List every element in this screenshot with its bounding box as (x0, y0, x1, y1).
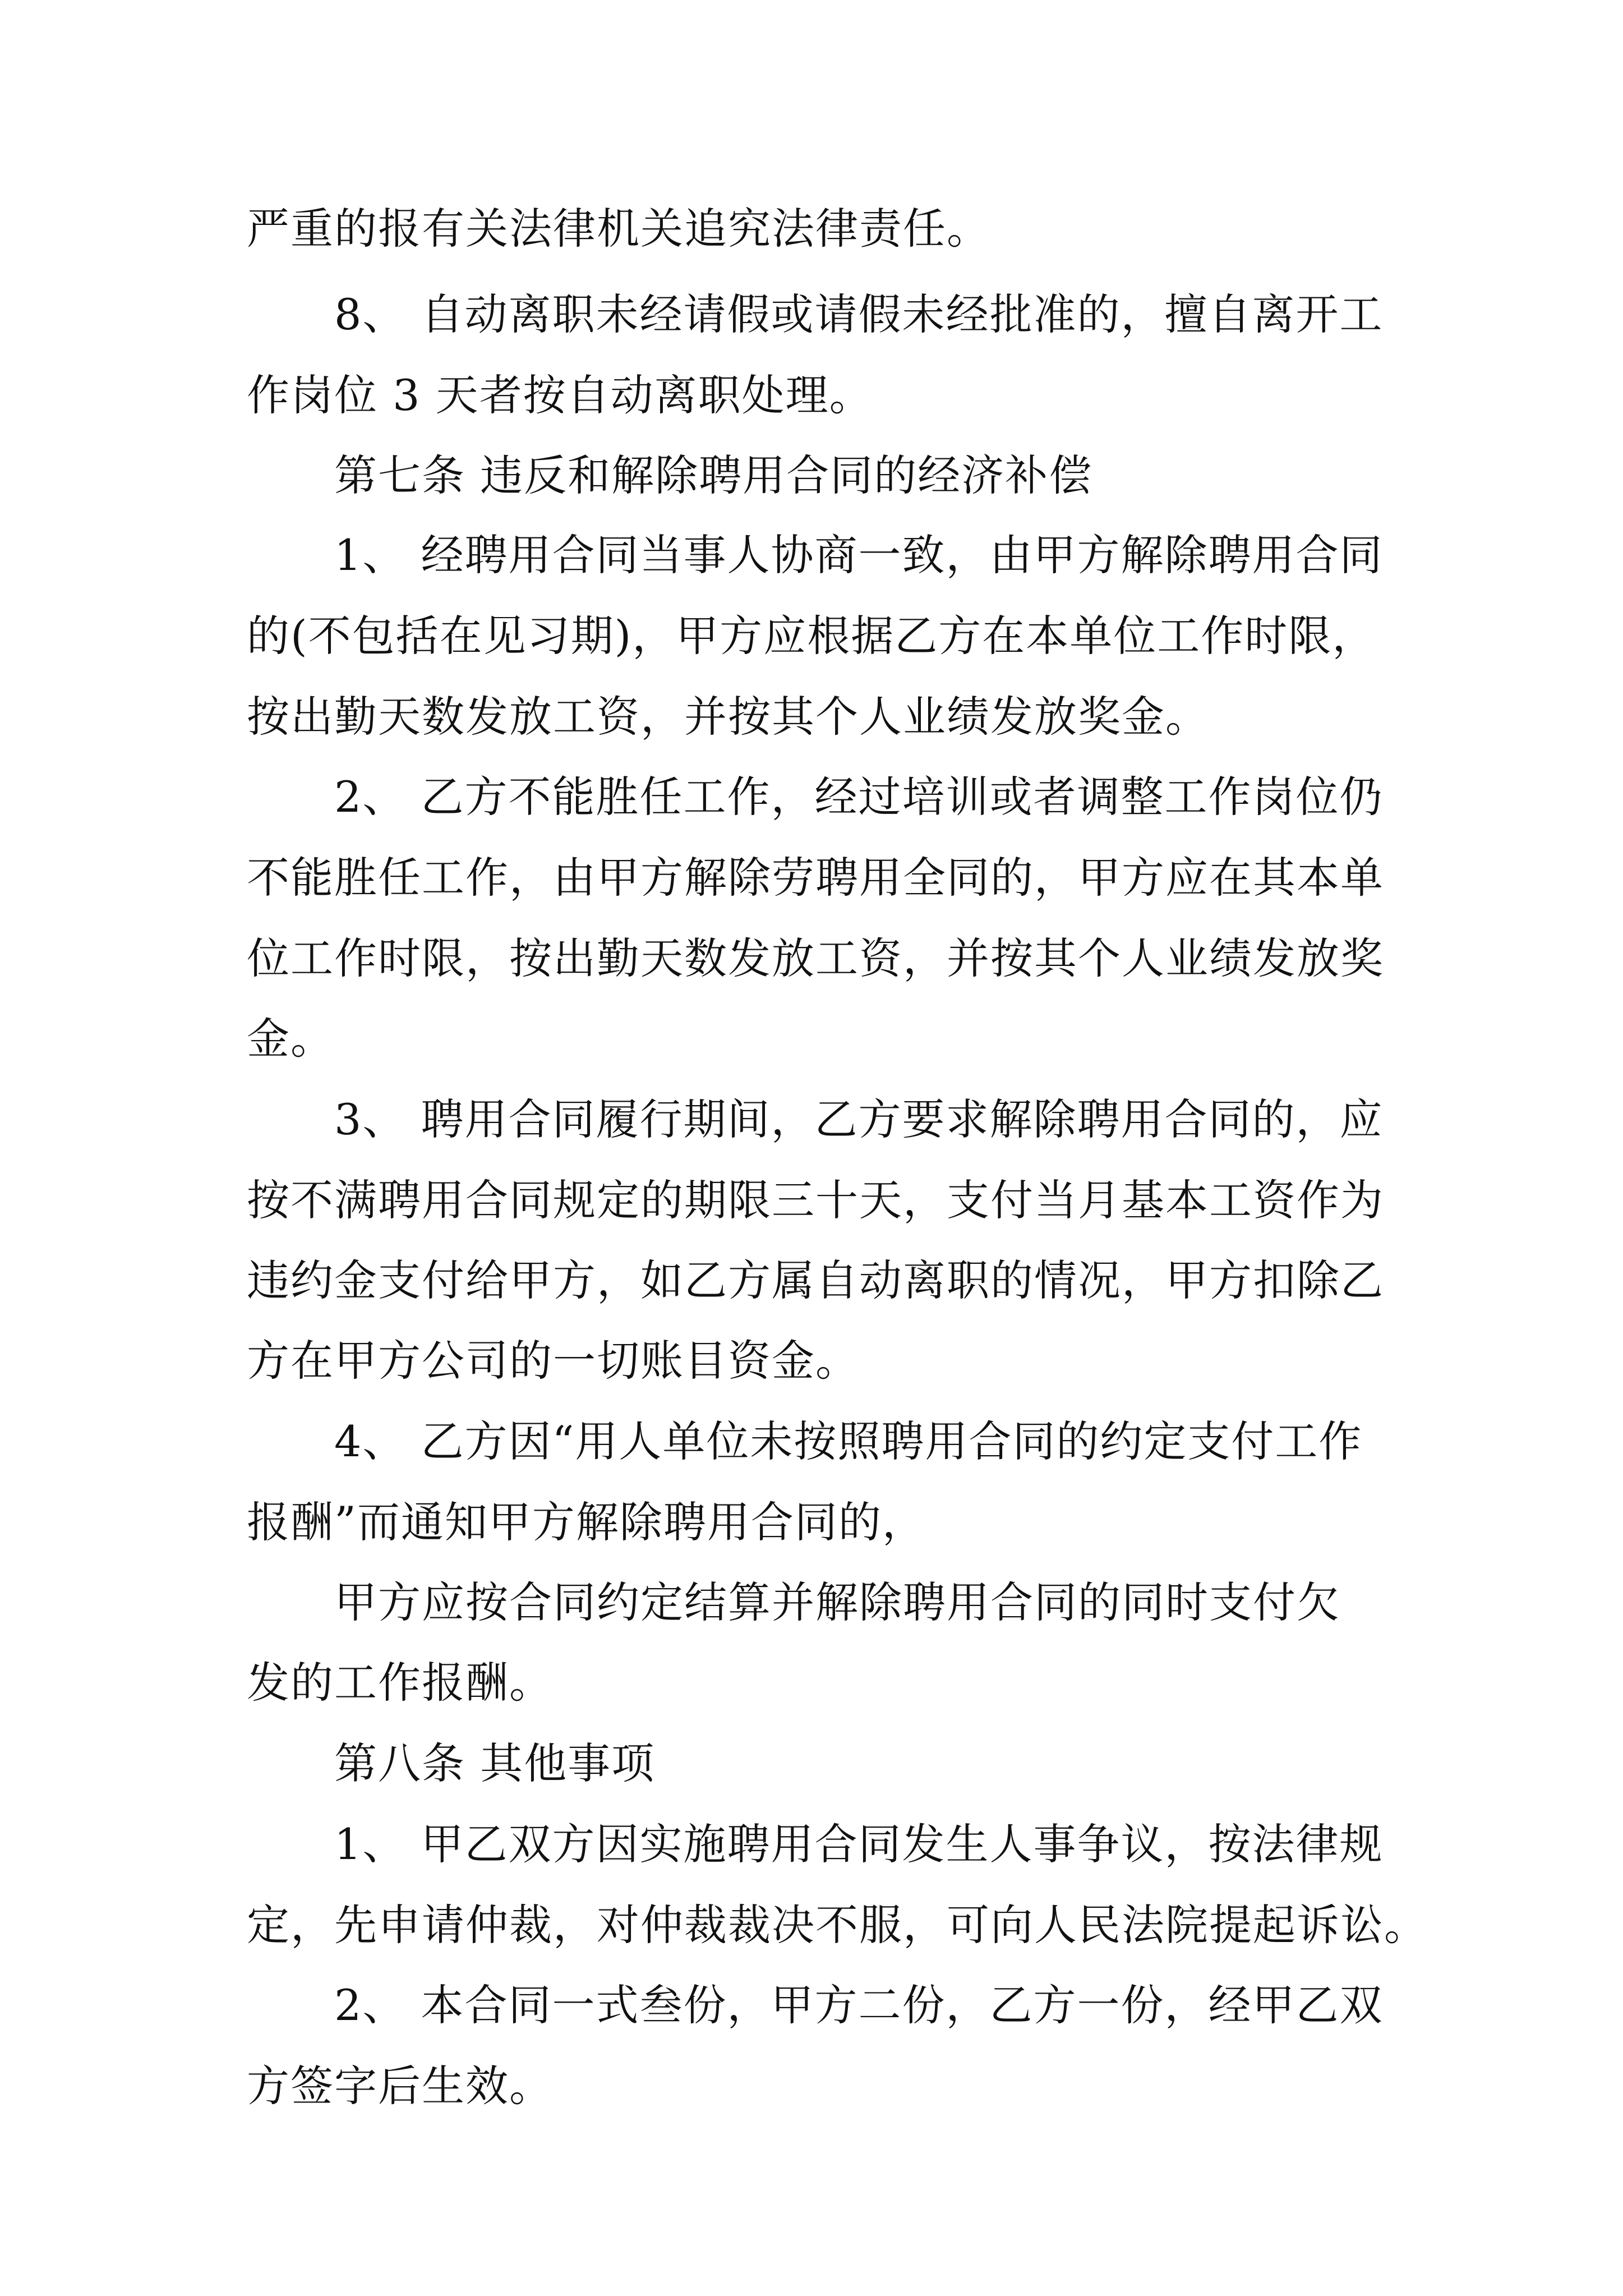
text-line: 违约金支付给甲方，如乙方属自动离职的情况，甲方扣除乙 (247, 1255, 1384, 1305)
text-line: 定，先申请仲裁，对仲裁裁决不服，可向人民法院提起诉讼。 (247, 1900, 1428, 1950)
text-line: 的(不包括在见习期)，甲方应根据乙方在本单位工作时限， (247, 611, 1376, 661)
text-line: 2、 本合同一式叁份，甲方二份，乙方一份，经甲乙双 (334, 1980, 1384, 2030)
text-line: 位工作时限，按出勤天数发放工资，并按其个人业绩发放奖 (247, 933, 1384, 983)
text-line: 3、 聘用合同履行期间，乙方要求解除聘用合同的，应 (334, 1094, 1384, 1144)
text-line: 严重的报有关法律机关追究法律责任。 (247, 204, 990, 254)
section-heading: 第七条 违反和解除聘用合同的经济补偿 (334, 450, 1093, 500)
text-line: 不能胜任工作，由甲方解除劳聘用全同的，甲方应在其本单 (247, 853, 1384, 903)
text-line: 8、 自动离职未经请假或请假未经批准的，擅自离开工 (334, 289, 1384, 339)
section-heading: 第八条 其他事项 (334, 1738, 656, 1788)
text-line: 金。 (247, 1014, 334, 1064)
text-line: 1、 经聘用合同当事人协商一致，由甲方解除聘用合同 (334, 530, 1384, 580)
text-line: 甲方应按合同约定结算并解除聘用合同的同时支付欠 (334, 1577, 1340, 1627)
text-line: 1、 甲乙双方因实施聘用合同发生人事争议，按法律规 (334, 1819, 1384, 1869)
text-line: 报酬”而通知甲方解除聘用合同的， (247, 1497, 926, 1547)
text-line: 2、 乙方不能胜任工作，经过培训或者调整工作岗位仍 (334, 772, 1384, 822)
text-line: 按出勤天数发放工资，并按其个人业绩发放奖金。 (247, 692, 1209, 742)
text-line: 方签字后生效。 (247, 2061, 553, 2111)
text-line: 方在甲方公司的一切账目资金。 (247, 1336, 859, 1386)
text-line: 4、 乙方因“用人单位未按照聘用合同的约定支付工作 (334, 1416, 1363, 1466)
text-line: 作岗位 3 天者按自动离职处理。 (247, 370, 873, 420)
text-line: 按不满聘用合同规定的期限三十天，支付当月基本工资作为 (247, 1175, 1384, 1225)
text-line: 发的工作报酬。 (247, 1658, 553, 1708)
